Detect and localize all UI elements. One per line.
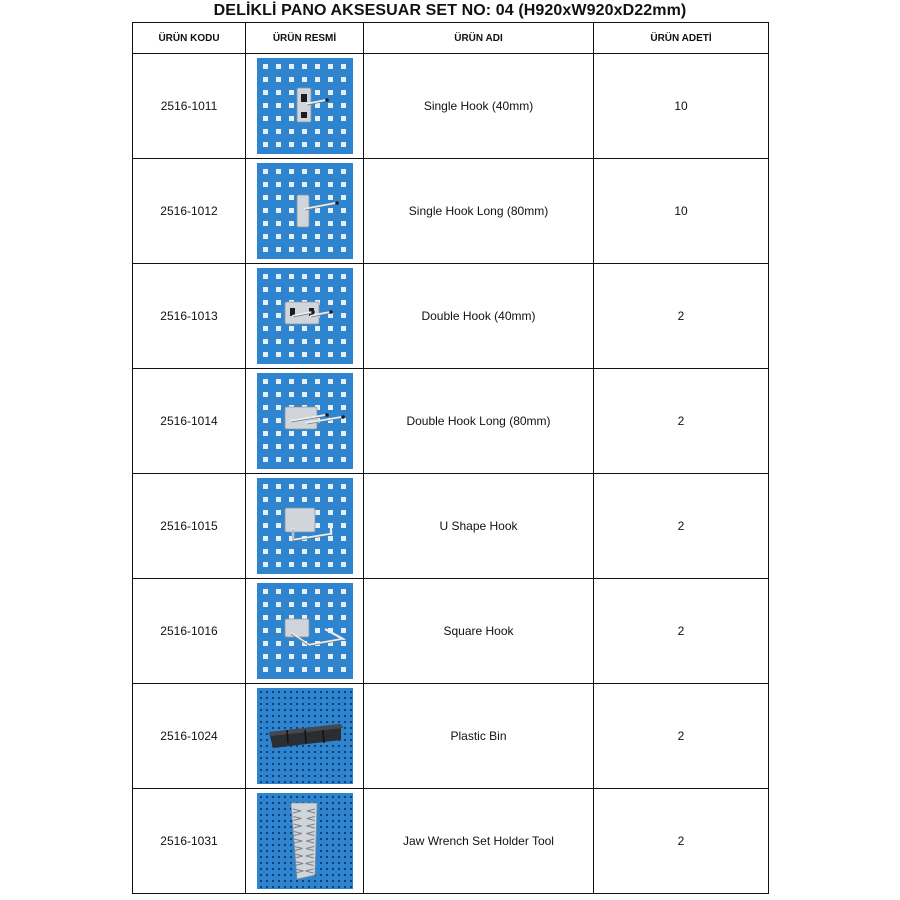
- table-row: [133, 54, 769, 159]
- table-header-row: [133, 23, 769, 54]
- accessory-table: [132, 22, 769, 894]
- table-row: [133, 369, 769, 474]
- table-row: [133, 579, 769, 684]
- product-code: 2516-1024: [133, 684, 246, 789]
- single-hook-long-icon: [257, 163, 353, 259]
- product-quantity: 2: [594, 369, 769, 474]
- header-product-quantity: ÜRÜN ADETİ: [594, 23, 769, 54]
- product-name: Plastic Bin: [364, 684, 594, 789]
- header-product-name: ÜRÜN ADI: [364, 23, 594, 54]
- product-name: Single Hook (40mm): [364, 54, 594, 159]
- document-title: DELİKLİ PANO AKSESUAR SET NO: 04 (H920xW920xD22mm): [213, 2, 687, 19]
- square-hook-icon: [257, 583, 353, 679]
- product-name: Double Hook (40mm): [364, 264, 594, 369]
- product-image-cell: [246, 474, 364, 579]
- product-quantity: 2: [594, 264, 769, 369]
- product-quantity: 2: [594, 474, 769, 579]
- product-image-cell: [246, 159, 364, 264]
- product-quantity: 10: [594, 54, 769, 159]
- product-code: 2516-1012: [133, 159, 246, 264]
- double-hook-icon: [257, 268, 353, 364]
- product-name: Jaw Wrench Set Holder Tool: [364, 789, 594, 894]
- table-row: [133, 474, 769, 579]
- product-code: 2516-1031: [133, 789, 246, 894]
- plastic-bin-icon: [257, 688, 353, 784]
- double-hook-long-icon: [257, 373, 353, 469]
- header-product-image: ÜRÜN RESMİ: [246, 23, 364, 54]
- product-code: 2516-1016: [133, 579, 246, 684]
- product-image-cell: [246, 684, 364, 789]
- product-name: Square Hook: [364, 579, 594, 684]
- table-row: [133, 159, 769, 264]
- product-name: U Shape Hook: [364, 474, 594, 579]
- product-image-cell: [246, 54, 364, 159]
- product-image-cell: [246, 264, 364, 369]
- header-product-code: ÜRÜN KODU: [133, 23, 246, 54]
- product-image-cell: [246, 579, 364, 684]
- product-code: 2516-1015: [133, 474, 246, 579]
- product-code: 2516-1014: [133, 369, 246, 474]
- table-row: [133, 789, 769, 894]
- wrench-holder-icon: [257, 793, 353, 889]
- product-image-cell: [246, 789, 364, 894]
- product-name: Double Hook Long (80mm): [364, 369, 594, 474]
- product-code: 2516-1013: [133, 264, 246, 369]
- product-code: 2516-1011: [133, 54, 246, 159]
- product-name: Single Hook Long (80mm): [364, 159, 594, 264]
- table-row: [133, 684, 769, 789]
- single-hook-icon: [257, 58, 353, 154]
- product-quantity: 2: [594, 579, 769, 684]
- product-quantity: 2: [594, 684, 769, 789]
- u-shape-hook-icon: [257, 478, 353, 574]
- product-quantity: 10: [594, 159, 769, 264]
- table-row: [133, 264, 769, 369]
- product-quantity: 2: [594, 789, 769, 894]
- product-image-cell: [246, 369, 364, 474]
